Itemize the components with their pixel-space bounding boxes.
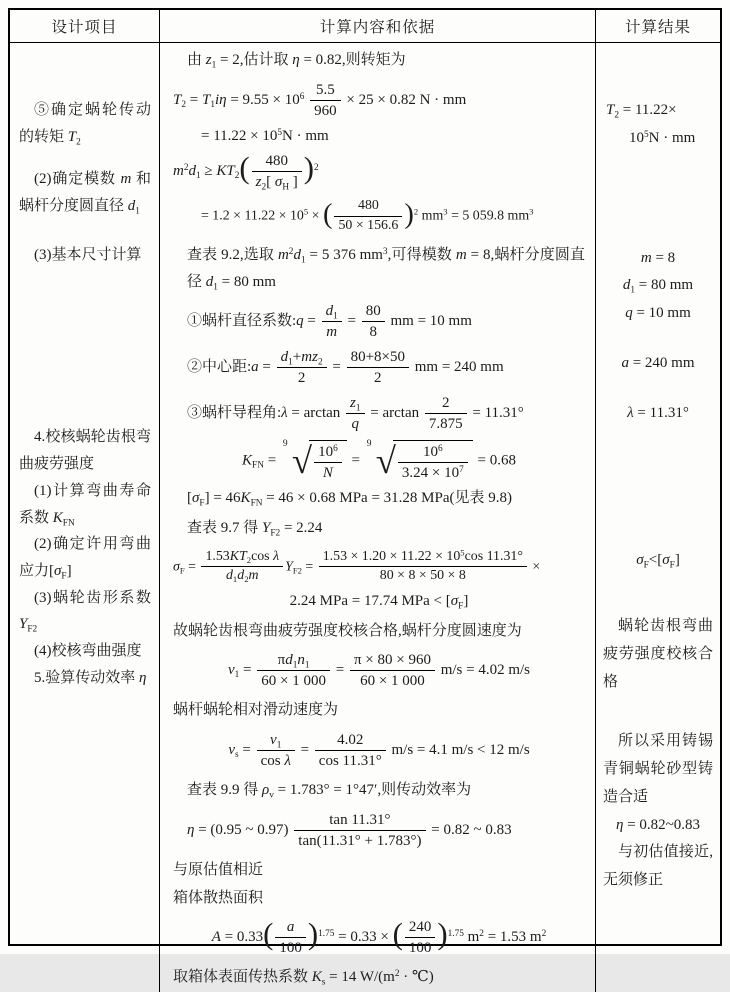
- design-items-column: [10, 43, 160, 992]
- header-design-item: 设计项目: [10, 10, 160, 42]
- result-value: $T_2 = 11.22\times$: [606, 102, 677, 121]
- result-value: λ = 11.31°: [627, 404, 689, 421]
- result-value: m = 8: [640, 249, 676, 266]
- result-value: η = 0.82~0.83: [615, 816, 701, 833]
- text-line: 查表 9.7 得 $Y_{F2} = 2.24$: [187, 519, 323, 539]
- formula-line: ①蜗杆直径系数:q = $\frac{d_1}{m}$ = $\frac{80}{8}$ mm = 10 mm: [187, 303, 472, 341]
- formula-line: $v_1$ = $\frac{\pi d_1n_1}{60 \times 1 000}$ = $\frac{\pi \times 80 \times 960}{60 \times 1 000}$ m/s = 4.02 m/s: [227, 652, 531, 690]
- formula-line: $m^2d_1 \ge KT_2$( $\frac{480}{z_2[ \sigma_H ]}$ )$^2$: [173, 151, 319, 193]
- formula-line: ③蜗杆导程角:λ = arctan $\frac{z_1}{q}$ = arctan $\frac{2}{7.875}$ = 11.31°: [187, 395, 524, 433]
- text-line: 故蜗轮齿根弯曲疲劳强度校核合格,蜗杆分度圆速度为: [173, 622, 522, 639]
- design-item: (1)计算弯曲寿命系数 $K_{FN}$: [19, 482, 151, 528]
- result-value: $\sigma_F<[\sigma_F]$: [636, 552, 680, 571]
- calc-content-column: [160, 43, 596, 992]
- text-line: 查表 9.2,选取 $m^2d_1 = 5$ 376 $mm^3$,可得模数 m = 8,蜗杆分度圆直径 $d_1 = 80$ mm: [187, 246, 585, 292]
- design-item: (3)蜗轮齿形系数 $Y_{F2}$: [19, 589, 151, 635]
- formula-line: η = (0.95 ~ 0.97) $\frac{\tan 11.31^\circ}{\tan(11.31^\circ + 1.783^\circ)}$ = 0.82 ~ 0.83: [187, 811, 512, 849]
- result-value: a = 240 mm: [621, 354, 695, 371]
- result-value: q = 10 mm: [625, 305, 691, 321]
- formula-line: $[\sigma_F] = 46K_{FN} = 46 \times 0.68$ MPa = 31.28 MPa(见表 9.8): [187, 490, 512, 509]
- calculation-table: [8, 8, 722, 988]
- result-note: 与初估值接近,无须修正: [603, 844, 713, 888]
- text-line: 取箱体表面传热系数 $K_s = 14$ $W/(m^2$ · ℃): [173, 969, 434, 988]
- text-line: 与原估值相近: [173, 861, 264, 878]
- header-calc-content: 计算内容和依据: [160, 10, 596, 42]
- formula-line: 2.24 MPa = 17.74 MPa < $[\sigma_F]$: [289, 593, 469, 612]
- design-item: (4)校核弯曲强度: [34, 642, 142, 659]
- table-body-row: [10, 43, 720, 992]
- result-value: $d_1 = 80$ mm: [622, 277, 694, 296]
- header-calc-result: 计算结果: [624, 19, 691, 36]
- design-item: (3)基本尺寸计算: [34, 246, 142, 263]
- formula-line: $T_2 = T_1i\eta = 9.55 \times 10^6$ $\frac{5.5}{960}$ × 25 × 0.82 N · mm: [173, 81, 467, 119]
- design-item: ⑤确定蜗轮传动的转矩 $T_2$: [19, 102, 151, 147]
- formula-line: ②中心距:a = $\frac{d_1+mz_2}{2}$ = $\frac{80+8\times 50}{2}$ mm = 240 mm: [187, 349, 504, 387]
- design-item: (2)确定许用弯曲应力$[\sigma_F]$: [19, 536, 151, 582]
- result-note: 蜗轮齿根弯曲疲劳强度校核合格: [603, 618, 713, 690]
- result-note: 所以采用铸锡青铜蜗轮砂型铸造合适: [603, 733, 713, 805]
- table-header-row: [10, 10, 720, 43]
- result-value: $10^5N$ · mm: [629, 129, 696, 146]
- formula-line: = $1.2 \times 11.22 \times 10^5$ × ( $\frac{480}{50 \times 156.6}$ )$^2$ $mm^3 = 5$ 059.8 $mm^3$: [201, 198, 534, 234]
- design-item: (2)确定模数 m 和蜗杆分度圆直径 $d_1$: [19, 171, 151, 217]
- text-line: 查表 9.9 得 $\rho_v = 1.783^\circ = 1^\circ 47'$,则传动效率为: [187, 782, 472, 801]
- formula-line: $\sigma_F$ = $\frac{1.53KT_2\cos \lambda}{d_1d_2m}$ $Y_{F2}$ = $\frac{1.53 \times 1.20 \times 11.22 \times 10^5\cos 11.31^\circ}{80 \times 8 \times 50 \times 8}$ ×: [173, 546, 541, 585]
- results-column: [596, 43, 720, 992]
- formula-line: $K_{FN}$ = 9 √ $\frac{10^6}{N}$ = 9 √ $\frac{10^6}{3.24 \times 10^7}$ = 0.68: [242, 439, 516, 482]
- formula-line: A = 0.33( $\frac{a}{100}$ )$^{1.75}$ = 0.33 × ( $\frac{240}{100}$ )$^{1.75}$ $m^2 = 1.53$ $m^2$: [211, 917, 547, 957]
- text-line: 箱体散热面积: [173, 889, 264, 906]
- design-item: 5.验算传动效率 η: [34, 669, 147, 686]
- text-line: 由 $z_1 = 2$,估计取 η = 0.82,则转矩为: [187, 52, 406, 71]
- text-line: 蜗杆蜗轮相对滑动速度为: [173, 702, 339, 719]
- formula-line: $v_s$ = $\frac{v_1}{\text{cos λ}}$ = $\frac{4.02}{\cos 11.31^\circ}$ m/s = 4.1 m/s < 12 m/s: [228, 732, 530, 770]
- formula-line: = $11.22 \times 10^5N$ · mm: [201, 127, 329, 144]
- design-item: 4.校核蜗轮齿根弯曲疲劳强度: [19, 429, 151, 473]
